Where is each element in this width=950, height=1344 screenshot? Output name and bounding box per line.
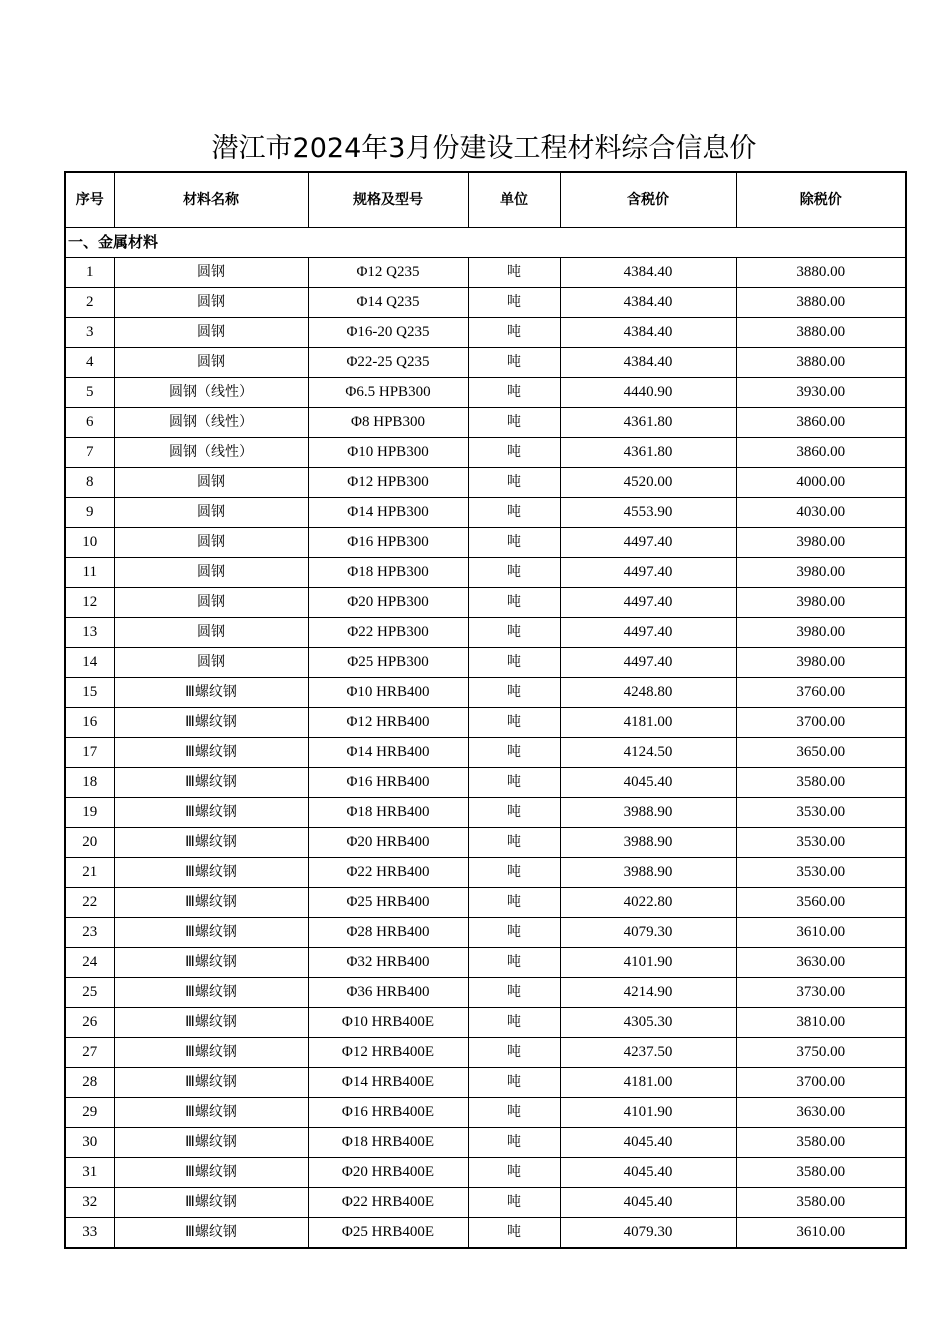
cell-price-with-tax: 4181.00 bbox=[560, 1068, 736, 1098]
cell-price-with-tax: 4497.40 bbox=[560, 528, 736, 558]
cell-material-name: Ⅲ螺纹钢 bbox=[114, 858, 308, 888]
cell-unit: 吨 bbox=[468, 858, 560, 888]
cell-index: 28 bbox=[65, 1068, 114, 1098]
table-row bbox=[65, 948, 906, 978]
cell-material-name: 圆钢 bbox=[114, 348, 308, 378]
cell-index: 23 bbox=[65, 918, 114, 948]
cell-index: 33 bbox=[65, 1218, 114, 1249]
cell-price-without-tax: 3880.00 bbox=[736, 318, 906, 348]
cell-unit: 吨 bbox=[468, 1038, 560, 1068]
cell-unit: 吨 bbox=[468, 408, 560, 438]
cell-material-name: Ⅲ螺纹钢 bbox=[114, 708, 308, 738]
cell-price-without-tax: 3580.00 bbox=[736, 1128, 906, 1158]
cell-price-without-tax: 3980.00 bbox=[736, 588, 906, 618]
cell-material-name: Ⅲ螺纹钢 bbox=[114, 1038, 308, 1068]
cell-spec: Φ12 HRB400 bbox=[308, 708, 468, 738]
cell-price-with-tax: 4237.50 bbox=[560, 1038, 736, 1068]
page-title: 潜江市2024年3月份建设工程材料综合信息价 bbox=[211, 133, 757, 164]
cell-index: 18 bbox=[65, 768, 114, 798]
cell-unit: 吨 bbox=[468, 588, 560, 618]
cell-unit: 吨 bbox=[468, 258, 560, 288]
header-row bbox=[65, 172, 906, 228]
cell-price-with-tax: 4079.30 bbox=[560, 918, 736, 948]
cell-spec: Φ10 HRB400E bbox=[308, 1008, 468, 1038]
cell-material-name: Ⅲ螺纹钢 bbox=[114, 1008, 308, 1038]
cell-spec: Φ18 HRB400 bbox=[308, 798, 468, 828]
cell-spec: Φ22 HRB400E bbox=[308, 1188, 468, 1218]
table-row bbox=[65, 1038, 906, 1068]
section-title: 一、金属材料 bbox=[65, 228, 906, 258]
table-row bbox=[65, 1068, 906, 1098]
cell-unit: 吨 bbox=[468, 438, 560, 468]
table-row bbox=[65, 708, 906, 738]
cell-spec: Φ28 HRB400 bbox=[308, 918, 468, 948]
cell-index: 20 bbox=[65, 828, 114, 858]
cell-price-with-tax: 4384.40 bbox=[560, 318, 736, 348]
table-row bbox=[65, 678, 906, 708]
cell-material-name: 圆钢 bbox=[114, 258, 308, 288]
cell-index: 29 bbox=[65, 1098, 114, 1128]
cell-unit: 吨 bbox=[468, 648, 560, 678]
cell-unit: 吨 bbox=[468, 1158, 560, 1188]
cell-spec: Φ16 HRB400E bbox=[308, 1098, 468, 1128]
cell-price-with-tax: 3988.90 bbox=[560, 798, 736, 828]
table-row bbox=[65, 1188, 906, 1218]
cell-unit: 吨 bbox=[468, 738, 560, 768]
cell-material-name: Ⅲ螺纹钢 bbox=[114, 1068, 308, 1098]
cell-price-without-tax: 3980.00 bbox=[736, 528, 906, 558]
cell-unit: 吨 bbox=[468, 348, 560, 378]
table-row bbox=[65, 438, 906, 468]
cell-price-with-tax: 4305.30 bbox=[560, 1008, 736, 1038]
table-row bbox=[65, 978, 906, 1008]
cell-spec: Φ18 HRB400E bbox=[308, 1128, 468, 1158]
cell-price-without-tax: 3930.00 bbox=[736, 378, 906, 408]
cell-price-without-tax: 3860.00 bbox=[736, 438, 906, 468]
cell-material-name: 圆钢 bbox=[114, 588, 308, 618]
cell-price-without-tax: 3880.00 bbox=[736, 258, 906, 288]
cell-spec: Φ12 HRB400E bbox=[308, 1038, 468, 1068]
cell-index: 12 bbox=[65, 588, 114, 618]
cell-price-without-tax: 3530.00 bbox=[736, 828, 906, 858]
cell-price-without-tax: 3580.00 bbox=[736, 1158, 906, 1188]
cell-unit: 吨 bbox=[468, 978, 560, 1008]
table-row bbox=[65, 468, 906, 498]
cell-material-name: Ⅲ螺纹钢 bbox=[114, 978, 308, 1008]
cell-material-name: Ⅲ螺纹钢 bbox=[114, 1188, 308, 1218]
cell-material-name: Ⅲ螺纹钢 bbox=[114, 918, 308, 948]
cell-unit: 吨 bbox=[468, 828, 560, 858]
cell-index: 17 bbox=[65, 738, 114, 768]
cell-material-name: Ⅲ螺纹钢 bbox=[114, 1128, 308, 1158]
cell-price-with-tax: 4045.40 bbox=[560, 1128, 736, 1158]
cell-price-without-tax: 3730.00 bbox=[736, 978, 906, 1008]
cell-material-name: 圆钢 bbox=[114, 618, 308, 648]
cell-price-with-tax: 4553.90 bbox=[560, 498, 736, 528]
cell-spec: Φ22-25 Q235 bbox=[308, 348, 468, 378]
cell-spec: Φ22 HPB300 bbox=[308, 618, 468, 648]
cell-unit: 吨 bbox=[468, 528, 560, 558]
cell-spec: Φ16 HRB400 bbox=[308, 768, 468, 798]
cell-material-name: Ⅲ螺纹钢 bbox=[114, 678, 308, 708]
cell-price-without-tax: 3980.00 bbox=[736, 558, 906, 588]
cell-spec: Φ20 HPB300 bbox=[308, 588, 468, 618]
cell-price-without-tax: 3530.00 bbox=[736, 858, 906, 888]
table-row bbox=[65, 918, 906, 948]
cell-index: 31 bbox=[65, 1158, 114, 1188]
table-row bbox=[65, 378, 906, 408]
cell-material-name: Ⅲ螺纹钢 bbox=[114, 948, 308, 978]
cell-index: 22 bbox=[65, 888, 114, 918]
cell-material-name: 圆钢 bbox=[114, 468, 308, 498]
cell-price-with-tax: 4497.40 bbox=[560, 648, 736, 678]
cell-price-without-tax: 3530.00 bbox=[736, 798, 906, 828]
cell-unit: 吨 bbox=[468, 318, 560, 348]
table-row bbox=[65, 288, 906, 318]
cell-material-name: 圆钢 bbox=[114, 648, 308, 678]
cell-index: 13 bbox=[65, 618, 114, 648]
table-row bbox=[65, 858, 906, 888]
cell-unit: 吨 bbox=[468, 708, 560, 738]
table-row bbox=[65, 1218, 906, 1249]
cell-price-with-tax: 4440.90 bbox=[560, 378, 736, 408]
cell-spec: Φ14 HRB400E bbox=[308, 1068, 468, 1098]
cell-index: 2 bbox=[65, 288, 114, 318]
cell-price-without-tax: 3880.00 bbox=[736, 348, 906, 378]
cell-price-with-tax: 4520.00 bbox=[560, 468, 736, 498]
cell-price-with-tax: 4497.40 bbox=[560, 558, 736, 588]
cell-price-without-tax: 3560.00 bbox=[736, 888, 906, 918]
cell-unit: 吨 bbox=[468, 1128, 560, 1158]
cell-price-with-tax: 4248.80 bbox=[560, 678, 736, 708]
header-price-without-tax: 除税价 bbox=[736, 172, 906, 228]
table-row bbox=[65, 798, 906, 828]
cell-index: 8 bbox=[65, 468, 114, 498]
cell-index: 14 bbox=[65, 648, 114, 678]
cell-unit: 吨 bbox=[468, 1218, 560, 1249]
cell-spec: Φ20 HRB400 bbox=[308, 828, 468, 858]
table-row bbox=[65, 738, 906, 768]
header-index: 序号 bbox=[65, 172, 114, 228]
cell-price-without-tax: 3580.00 bbox=[736, 1188, 906, 1218]
cell-unit: 吨 bbox=[468, 618, 560, 648]
table-row bbox=[65, 648, 906, 678]
cell-material-name: Ⅲ螺纹钢 bbox=[114, 768, 308, 798]
cell-index: 30 bbox=[65, 1128, 114, 1158]
cell-unit: 吨 bbox=[468, 678, 560, 708]
cell-index: 11 bbox=[65, 558, 114, 588]
cell-price-with-tax: 4124.50 bbox=[560, 738, 736, 768]
cell-unit: 吨 bbox=[468, 768, 560, 798]
cell-unit: 吨 bbox=[468, 798, 560, 828]
cell-index: 1 bbox=[65, 258, 114, 288]
cell-material-name: 圆钢（线性） bbox=[114, 408, 308, 438]
cell-spec: Φ32 HRB400 bbox=[308, 948, 468, 978]
header-spec: 规格及型号 bbox=[308, 172, 468, 228]
cell-material-name: Ⅲ螺纹钢 bbox=[114, 888, 308, 918]
cell-spec: Φ12 Q235 bbox=[308, 258, 468, 288]
cell-price-without-tax: 3650.00 bbox=[736, 738, 906, 768]
cell-material-name: 圆钢 bbox=[114, 528, 308, 558]
cell-unit: 吨 bbox=[468, 1188, 560, 1218]
cell-index: 5 bbox=[65, 378, 114, 408]
cell-unit: 吨 bbox=[468, 558, 560, 588]
cell-index: 16 bbox=[65, 708, 114, 738]
cell-material-name: 圆钢 bbox=[114, 498, 308, 528]
cell-index: 26 bbox=[65, 1008, 114, 1038]
cell-material-name: Ⅲ螺纹钢 bbox=[114, 798, 308, 828]
cell-material-name: 圆钢（线性） bbox=[114, 378, 308, 408]
cell-index: 15 bbox=[65, 678, 114, 708]
cell-unit: 吨 bbox=[468, 468, 560, 498]
cell-spec: Φ20 HRB400E bbox=[308, 1158, 468, 1188]
table-row bbox=[65, 828, 906, 858]
cell-spec: Φ18 HPB300 bbox=[308, 558, 468, 588]
cell-price-with-tax: 4361.80 bbox=[560, 408, 736, 438]
price-table bbox=[64, 171, 907, 1249]
cell-material-name: 圆钢 bbox=[114, 318, 308, 348]
table-row bbox=[65, 618, 906, 648]
cell-index: 24 bbox=[65, 948, 114, 978]
cell-index: 32 bbox=[65, 1188, 114, 1218]
cell-price-without-tax: 3700.00 bbox=[736, 1068, 906, 1098]
table-row bbox=[65, 1128, 906, 1158]
cell-price-with-tax: 4384.40 bbox=[560, 288, 736, 318]
cell-price-with-tax: 4384.40 bbox=[560, 258, 736, 288]
header-material-name: 材料名称 bbox=[114, 172, 308, 228]
cell-price-with-tax: 4361.80 bbox=[560, 438, 736, 468]
cell-index: 21 bbox=[65, 858, 114, 888]
cell-price-without-tax: 3860.00 bbox=[736, 408, 906, 438]
cell-material-name: Ⅲ螺纹钢 bbox=[114, 1098, 308, 1128]
table-row bbox=[65, 498, 906, 528]
header-unit: 单位 bbox=[468, 172, 560, 228]
cell-spec: Φ10 HRB400 bbox=[308, 678, 468, 708]
cell-spec: Φ6.5 HPB300 bbox=[308, 378, 468, 408]
cell-spec: Φ16 HPB300 bbox=[308, 528, 468, 558]
cell-price-with-tax: 4497.40 bbox=[560, 588, 736, 618]
cell-price-without-tax: 3580.00 bbox=[736, 768, 906, 798]
cell-index: 19 bbox=[65, 798, 114, 828]
cell-index: 7 bbox=[65, 438, 114, 468]
cell-spec: Φ14 HPB300 bbox=[308, 498, 468, 528]
cell-unit: 吨 bbox=[468, 498, 560, 528]
table-row bbox=[65, 588, 906, 618]
cell-index: 6 bbox=[65, 408, 114, 438]
cell-price-with-tax: 4101.90 bbox=[560, 948, 736, 978]
cell-price-without-tax: 3610.00 bbox=[736, 1218, 906, 1249]
header-price-with-tax: 含税价 bbox=[560, 172, 736, 228]
cell-spec: Φ14 HRB400 bbox=[308, 738, 468, 768]
cell-spec: Φ8 HPB300 bbox=[308, 408, 468, 438]
cell-spec: Φ36 HRB400 bbox=[308, 978, 468, 1008]
table-row bbox=[65, 888, 906, 918]
cell-index: 25 bbox=[65, 978, 114, 1008]
cell-spec: Φ10 HPB300 bbox=[308, 438, 468, 468]
cell-price-with-tax: 4079.30 bbox=[560, 1218, 736, 1249]
cell-price-with-tax: 4045.40 bbox=[560, 1188, 736, 1218]
cell-price-without-tax: 3750.00 bbox=[736, 1038, 906, 1068]
table-row bbox=[65, 1098, 906, 1128]
cell-unit: 吨 bbox=[468, 378, 560, 408]
cell-price-without-tax: 3700.00 bbox=[736, 708, 906, 738]
cell-price-without-tax: 4030.00 bbox=[736, 498, 906, 528]
cell-material-name: 圆钢 bbox=[114, 288, 308, 318]
cell-price-with-tax: 4497.40 bbox=[560, 618, 736, 648]
cell-price-with-tax: 4181.00 bbox=[560, 708, 736, 738]
cell-spec: Φ22 HRB400 bbox=[308, 858, 468, 888]
cell-unit: 吨 bbox=[468, 1068, 560, 1098]
cell-spec: Φ12 HPB300 bbox=[308, 468, 468, 498]
cell-price-without-tax: 3630.00 bbox=[736, 948, 906, 978]
cell-price-without-tax: 3810.00 bbox=[736, 1008, 906, 1038]
cell-price-without-tax: 3980.00 bbox=[736, 618, 906, 648]
cell-unit: 吨 bbox=[468, 948, 560, 978]
cell-index: 27 bbox=[65, 1038, 114, 1068]
table-row bbox=[65, 258, 906, 288]
cell-index: 3 bbox=[65, 318, 114, 348]
cell-price-without-tax: 3760.00 bbox=[736, 678, 906, 708]
cell-spec: Φ25 HRB400 bbox=[308, 888, 468, 918]
cell-price-with-tax: 4022.80 bbox=[560, 888, 736, 918]
cell-price-with-tax: 4214.90 bbox=[560, 978, 736, 1008]
cell-spec: Φ14 Q235 bbox=[308, 288, 468, 318]
cell-price-without-tax: 3630.00 bbox=[736, 1098, 906, 1128]
cell-material-name: 圆钢（线性） bbox=[114, 438, 308, 468]
cell-spec: Φ25 HRB400E bbox=[308, 1218, 468, 1249]
cell-spec: Φ25 HPB300 bbox=[308, 648, 468, 678]
cell-unit: 吨 bbox=[468, 288, 560, 318]
cell-price-with-tax: 4045.40 bbox=[560, 768, 736, 798]
cell-unit: 吨 bbox=[468, 1098, 560, 1128]
cell-material-name: 圆钢 bbox=[114, 558, 308, 588]
cell-index: 9 bbox=[65, 498, 114, 528]
cell-price-without-tax: 3980.00 bbox=[736, 648, 906, 678]
cell-price-with-tax: 4384.40 bbox=[560, 348, 736, 378]
cell-material-name: Ⅲ螺纹钢 bbox=[114, 1158, 308, 1188]
cell-material-name: Ⅲ螺纹钢 bbox=[114, 828, 308, 858]
cell-price-with-tax: 4045.40 bbox=[560, 1158, 736, 1188]
cell-spec: Φ16-20 Q235 bbox=[308, 318, 468, 348]
cell-material-name: Ⅲ螺纹钢 bbox=[114, 738, 308, 768]
table-row bbox=[65, 1158, 906, 1188]
cell-price-with-tax: 3988.90 bbox=[560, 858, 736, 888]
cell-unit: 吨 bbox=[468, 918, 560, 948]
table-row bbox=[65, 558, 906, 588]
cell-material-name: Ⅲ螺纹钢 bbox=[114, 1218, 308, 1249]
table-row bbox=[65, 528, 906, 558]
table-row bbox=[65, 348, 906, 378]
cell-price-with-tax: 4101.90 bbox=[560, 1098, 736, 1128]
cell-price-without-tax: 3880.00 bbox=[736, 288, 906, 318]
section-row bbox=[65, 228, 906, 258]
cell-unit: 吨 bbox=[468, 1008, 560, 1038]
table-row bbox=[65, 1008, 906, 1038]
table-row bbox=[65, 318, 906, 348]
table-row bbox=[65, 408, 906, 438]
cell-price-with-tax: 3988.90 bbox=[560, 828, 736, 858]
cell-index: 4 bbox=[65, 348, 114, 378]
cell-unit: 吨 bbox=[468, 888, 560, 918]
table-row bbox=[65, 768, 906, 798]
cell-index: 10 bbox=[65, 528, 114, 558]
cell-price-without-tax: 4000.00 bbox=[736, 468, 906, 498]
cell-price-without-tax: 3610.00 bbox=[736, 918, 906, 948]
